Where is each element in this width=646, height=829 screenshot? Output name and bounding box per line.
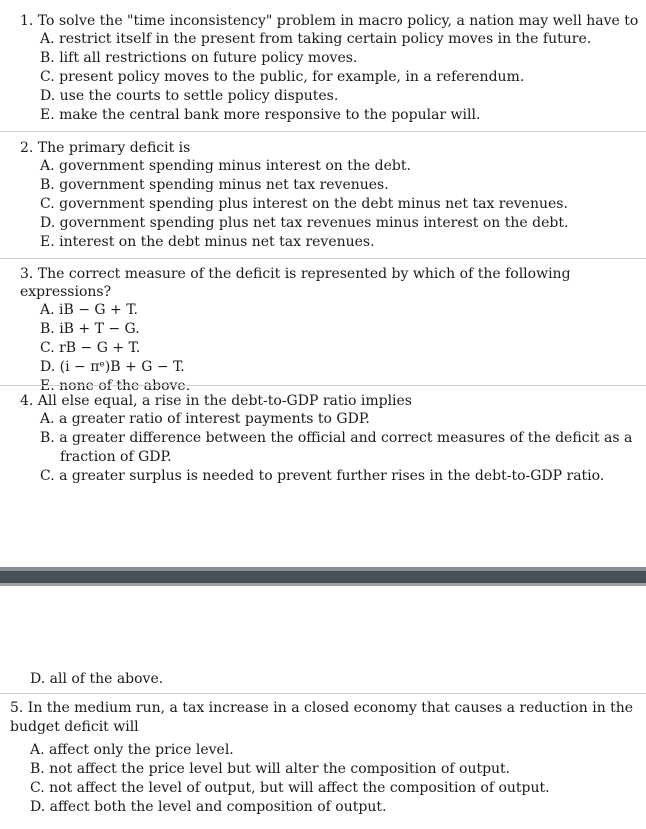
divider (0, 385, 646, 386)
page-break-band (0, 571, 646, 583)
question-2 (20, 139, 646, 252)
answer-option: C. rB − G + T. (40, 340, 141, 356)
question-stem: 2. The primary deficit is (20, 140, 191, 156)
answer-option: D. use the courts to settle policy disputes. (40, 88, 339, 104)
answer-option: A. affect only the price level. (30, 742, 234, 758)
answer-option: B. lift all restrictions on future policy moves. (40, 50, 358, 66)
question-5 (10, 699, 636, 817)
answer-option: A. iB − G + T. (40, 302, 138, 318)
answer-option: C. a greater surplus is needed to prevent further rises in the debt-to-GDP ratio. (40, 468, 605, 484)
answer-option: D. all of the above. (30, 671, 164, 687)
answer-option: B. government spending minus net tax revenues. (40, 177, 389, 193)
answer-option: B. not affect the price level but will alter the composition of output. (30, 761, 511, 777)
answer-option: B. iB + T − G. (40, 321, 140, 337)
question-stem: 3. The correct measure of the deficit is represented by which of the following expressions? (20, 266, 571, 300)
question-stem: 1. To solve the "time inconsistency" problem in macro policy, a nation may well have to (20, 13, 639, 29)
divider (0, 131, 646, 132)
answer-option: C. present policy moves to the public, for example, in a referendum. (40, 69, 525, 85)
divider (0, 258, 646, 259)
question-3 (20, 265, 646, 396)
answer-option: D. government spending plus net tax revenues minus interest on the debt. (40, 215, 569, 231)
answer-option: A. a greater ratio of interest payments to GDP. (40, 411, 370, 427)
answer-option: A. restrict itself in the present from taking certain policy moves in the future. (40, 31, 592, 47)
answer-option: D. affect both the level and composition of output. (30, 799, 387, 815)
answer-option: E. none of the above. (40, 378, 191, 394)
question-stem: 5. In the medium run, a tax increase in a closed economy that causes a reduction in the budget deficit will (10, 700, 634, 735)
answer-option: D. (i − πᵉ)B + G − T. (40, 359, 185, 375)
question-stem: 4. All else equal, a rise in the debt-to-GDP ratio implies (20, 393, 412, 409)
answer-option: B. a greater difference between the official and correct measures of the deficit as a fraction of GDP. (40, 430, 633, 465)
answer-option: A. government spending minus interest on the debt. (40, 158, 411, 174)
answer-option: C. not affect the level of output, but will affect the composition of output. (30, 780, 550, 796)
question-1 (20, 12, 646, 125)
answer-option: E. make the central bank more responsive to the popular will. (40, 107, 481, 123)
question-4-continuation (30, 670, 630, 688)
divider (0, 693, 646, 694)
page-break-band-bottom (0, 583, 646, 586)
answer-option: E. interest on the debt minus net tax revenues. (40, 234, 375, 250)
question-4 (20, 392, 646, 486)
answer-option: C. government spending plus interest on the debt minus net tax revenues. (40, 196, 568, 212)
